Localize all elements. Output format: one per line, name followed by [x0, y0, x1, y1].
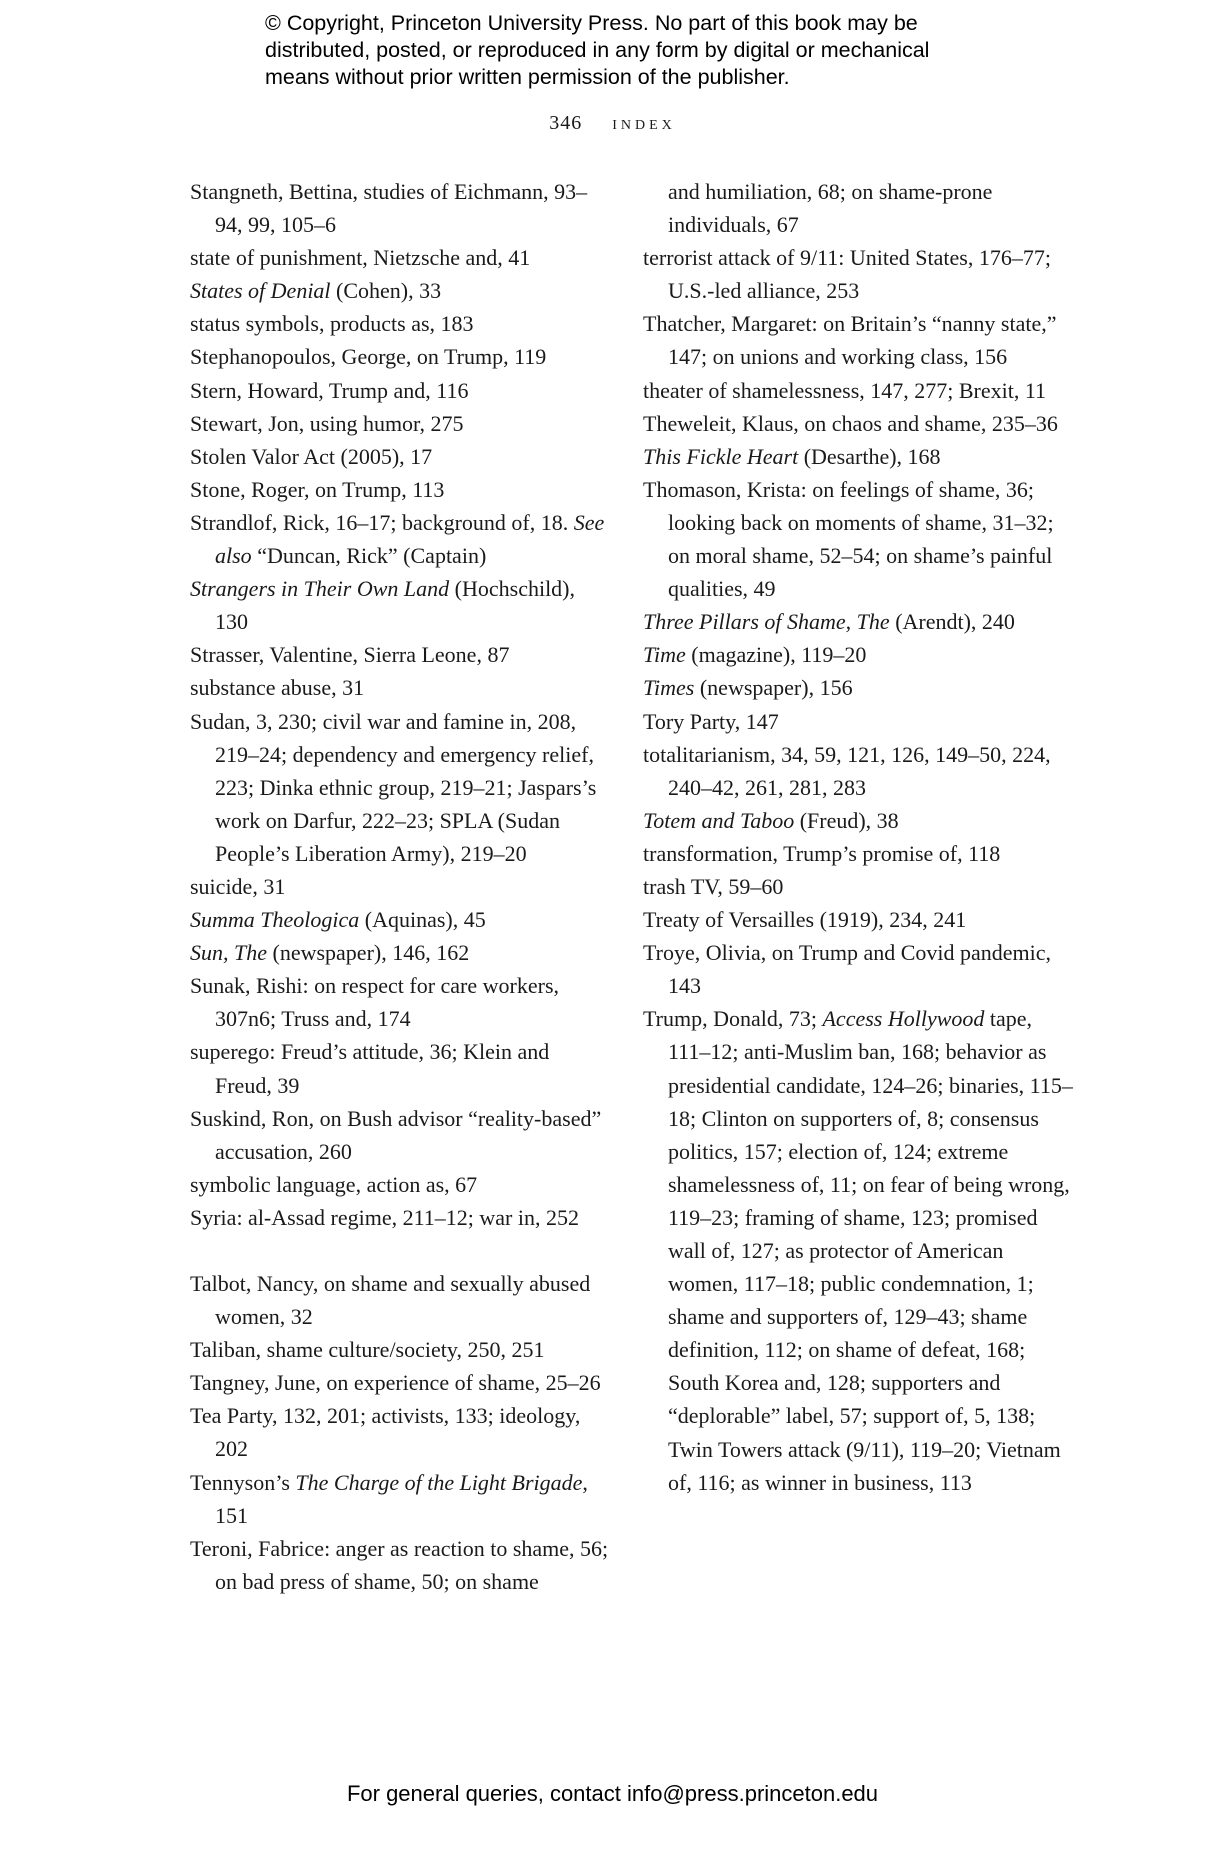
index-entry-text: Treaty of Versailles (1919), 234, 241 [643, 907, 967, 933]
index-entry [190, 1366, 610, 1399]
index-entry-text: Stephanopoulos, George, on Trump, 119 [190, 344, 547, 370]
index-entry-text: suicide, 31 [190, 873, 286, 899]
index-entry-italic: The Charge of the Light Brigade [295, 1469, 583, 1495]
index-entry-text: (Arendt), 240 [889, 609, 1015, 635]
index-entry [190, 1333, 610, 1366]
index-entry-italic: Times [643, 675, 695, 701]
index-entry-text: state of punishment, Nietzsche and, 41 [190, 245, 531, 271]
index-entry-italic: Strangers in Their Own Land [190, 576, 450, 602]
index-entry-text: Sudan, 3, 230; civil war and famine in, 208, 219–24; dependency and emergency relief, 223; Dinka ethnic group, 219–21; Jaspars’s work on Darfur, 222–23; SPLA (Sudan People’s Liberation Army), 219–20 [190, 708, 597, 866]
index-entry-text: (Cohen), 33 [330, 278, 442, 304]
footer-contact: For general queries, contact info@press.princeton.edu [346, 1781, 879, 1806]
index-entry-text: Stangneth, Bettina, studies of Eichmann, 93–94, 99, 105–6 [190, 179, 588, 238]
index-entry-italic: Three Pillars of Shame, The [643, 609, 890, 635]
index-entry-text: Theweleit, Klaus, on chaos and shame, 235–36 [643, 410, 1058, 436]
index-entry [643, 903, 1073, 936]
index-entry [190, 1035, 610, 1101]
copyright-line: distributed, posted, or reproduced in any form by digital or mechanical [265, 38, 930, 62]
index-entry-text: (newspaper), 156 [694, 675, 853, 701]
index-entry [190, 241, 610, 274]
index-entry-text: (magazine), 119–20 [685, 642, 867, 668]
index-entry-text: Talbot, Nancy, on shame and sexually abused women, 32 [190, 1271, 591, 1330]
index-entry-text: Tangney, June, on experience of shame, 25–26 [190, 1370, 601, 1396]
index-entry [643, 936, 1073, 1002]
index-entry-text: “Duncan, Rick” (Captain) [251, 543, 487, 569]
index-entry [190, 638, 610, 671]
index-entry-text: totalitarianism, 34, 59, 121, 126, 149–50, 224, 240–42, 261, 281, 283 [643, 741, 1051, 800]
index-entry [190, 1267, 610, 1333]
index-entry-italic: This Fickle Heart [643, 443, 799, 469]
index-entry [190, 374, 610, 407]
index-entry-text: Stewart, Jon, using humor, 275 [190, 410, 464, 436]
index-entry-text: Suskind, Ron, on Bush advisor “reality-based” accusation, 260 [190, 1105, 602, 1164]
index-entry-text: , 151 [215, 1469, 588, 1528]
index-entry-text: Strandlof, Rick, 16–17; background of, 18. [190, 509, 574, 535]
index-entry-text: transformation, Trump’s promise of, 118 [643, 840, 1001, 866]
index-entry [643, 638, 1073, 671]
index-entry-text: Tea Party, 132, 201; activists, 133; ideology, 202 [190, 1403, 581, 1462]
index-entry-text: trash TV, 59–60 [643, 873, 784, 899]
index-entry-text: Strasser, Valentine, Sierra Leone, 87 [190, 642, 510, 668]
index-entry-text: Trump, Donald, 73; [643, 1006, 823, 1032]
index-entry-text: Stern, Howard, Trump and, 116 [190, 377, 469, 403]
index-entry-text: (newspaper), 146, 162 [267, 940, 470, 966]
index-entry-text: Syria: al-Assad regime, 211–12; war in, 252 [190, 1204, 579, 1230]
index-entry [190, 407, 610, 440]
index-entry-text: (Hochschild), 130 [215, 576, 576, 635]
index-entry [190, 936, 610, 969]
index-entry [643, 804, 1073, 837]
index-entry [643, 241, 1073, 307]
copyright-notice [265, 10, 985, 91]
running-head [0, 112, 1225, 135]
index-entry [190, 1168, 610, 1201]
index-entry [190, 705, 610, 870]
index-entry-italic: States of Denial [190, 278, 331, 304]
index-entry-text: substance abuse, 31 [190, 675, 365, 701]
index-entry [643, 705, 1073, 738]
letter-group-gap [190, 1234, 610, 1267]
index-entry [643, 374, 1073, 407]
index-entry-text: symbolic language, action as, 67 [190, 1171, 478, 1197]
index-entry-text: superego: Freud’s attitude, 36; Klein and Freud, 39 [190, 1039, 550, 1098]
index-entry [643, 1002, 1073, 1498]
index-entry [190, 340, 610, 373]
copyright-line: means without prior written permission of the publisher. [265, 65, 790, 89]
index-entry [190, 1532, 610, 1598]
index-entry-text: (Aquinas), 45 [359, 907, 486, 933]
index-entry [190, 440, 610, 473]
index-entry-text: Thomason, Krista: on feelings of shame, 36; looking back on moments of shame, 31–32; on moral shame, 52–54; on shame’s painful qualities, 49 [643, 476, 1054, 602]
index-entry [190, 969, 610, 1035]
index-entry [190, 671, 610, 704]
index-entry [190, 870, 610, 903]
index-entry [643, 671, 1073, 704]
index-entry [190, 274, 610, 307]
index-entry [643, 870, 1073, 903]
index-entry-text: Troye, Olivia, on Trump and Covid pandemic, 143 [643, 940, 1052, 999]
index-entry-italic: Time [643, 642, 686, 668]
index-entry [190, 307, 610, 340]
index-entry [190, 1399, 610, 1465]
index-column-left [190, 175, 610, 1598]
page-title: index [612, 112, 676, 134]
index-entry [643, 605, 1073, 638]
index-entry [190, 572, 610, 638]
index-entry-text: (Desarthe), 168 [798, 443, 941, 469]
index-entry-text: Thatcher, Margaret: on Britain’s “nanny state,” 147; on unions and working class, 156 [643, 311, 1057, 370]
index-entry [190, 903, 610, 936]
index-entry [643, 440, 1073, 473]
index-entry-text: Tory Party, 147 [643, 708, 779, 734]
index-entry-text: tape, 111–12; anti-Muslim ban, 168; behavior as presidential candidate, 124–26; binaries, 115–18; Clinton on supporters of, 8; consensus politics, 157; election of, 124; extreme shamelessness of, 11; on fear of being wrong, 119–23; framing of shame, 123; promised wall of, 127; as protector of American women, 117–18; public condemnation, 1; shame and supporters of, 129–43; shame definition, 112; on shame of defeat, 168; South Korea and, 128; supporters and “deplorable” label, 57; support of, 5, 138; Twin Towers attack (9/11), 119–20; Vietnam of, 116; as winner in business, 113 [668, 1006, 1073, 1495]
index-entry [643, 175, 1073, 241]
index-entry-text: Tennyson’s [190, 1469, 296, 1495]
index-entry [643, 407, 1073, 440]
index-entry-italic: Access Hollywood [822, 1006, 985, 1032]
index-entry-text: (Freud), 38 [794, 807, 899, 833]
index-entry [643, 837, 1073, 870]
index-entry [190, 175, 610, 241]
index-entry-text: status symbols, products as, 183 [190, 311, 474, 337]
copyright-line: © Copyright, Princeton University Press. No part of this book may be [265, 11, 918, 35]
page-number: 346 [549, 112, 583, 134]
index-entry-text: terrorist attack of 9/11: United States, 176–77; U.S.-led alliance, 253 [643, 245, 1051, 304]
index-entry-italic: Totem and Taboo [643, 807, 795, 833]
index-entry [190, 1466, 610, 1532]
index-entry-text: Teroni, Fabrice: anger as reaction to shame, 56; on bad press of shame, 50; on shame [190, 1535, 609, 1594]
index-entry [643, 473, 1073, 605]
index-entry-text: Taliban, shame culture/society, 250, 251 [190, 1337, 545, 1363]
index-column-right [643, 175, 1073, 1499]
index-entry-text: theater of shamelessness, 147, 277; Brexit, 11 [643, 377, 1047, 403]
index-entry-text: Sunak, Rishi: on respect for care workers, 307n6; Truss and, 174 [190, 973, 560, 1032]
index-entry-text: Stolen Valor Act (2005), 17 [190, 443, 433, 469]
index-entry [643, 738, 1073, 804]
index-entry-italic: Sun, The [190, 940, 267, 966]
index-entry [190, 473, 610, 506]
index-entry-italic: See also [215, 509, 605, 569]
index-entry-italic: Summa Theologica [190, 907, 360, 933]
index-entry [190, 1102, 610, 1168]
index-entry [643, 307, 1073, 373]
index-entry [190, 1201, 610, 1234]
index-entry-text: Stone, Roger, on Trump, 113 [190, 476, 445, 502]
index-entry [190, 506, 610, 572]
index-entry-text: and humiliation, 68; on shame-prone individuals, 67 [668, 179, 993, 238]
